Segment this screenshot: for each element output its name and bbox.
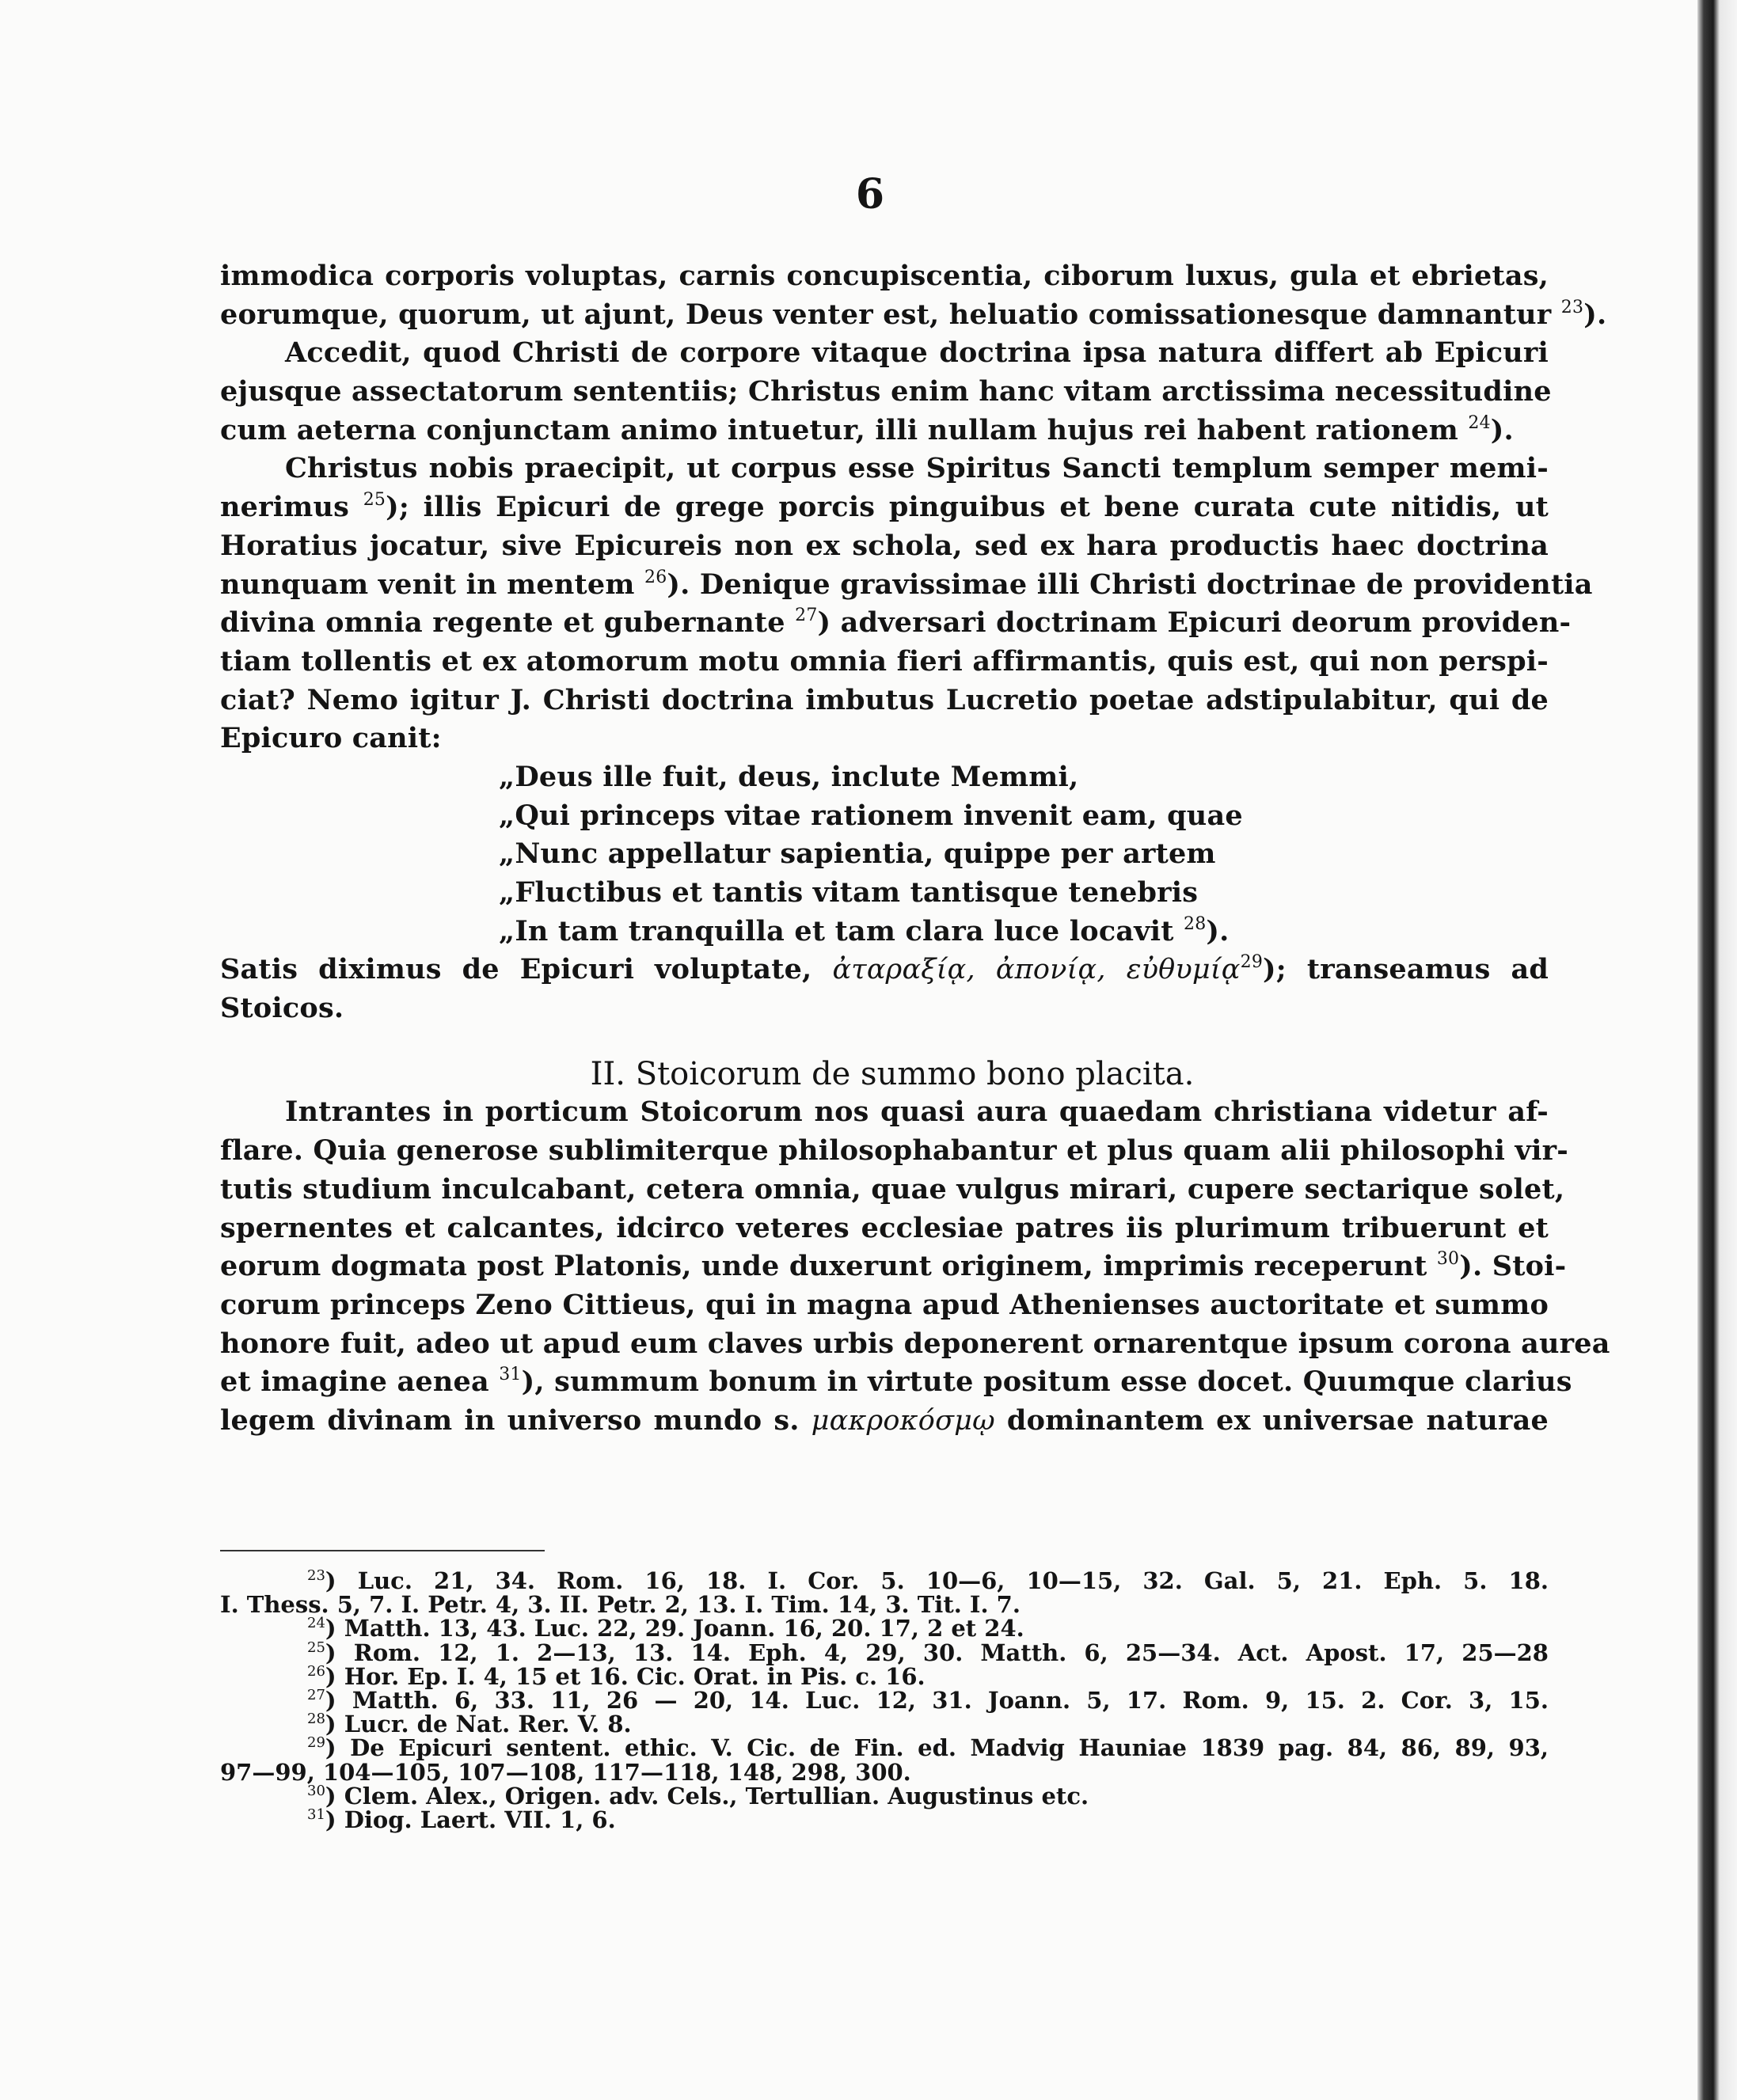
greek-term: ἀπονίᾳ,	[995, 954, 1106, 986]
text-line: Epicuro canit:	[220, 722, 442, 755]
footnote-ref: 31	[499, 1365, 522, 1385]
verse-line: „In tam tranquilla et tam clara luce locavit $^{28}$).	[499, 913, 1230, 947]
verse-line: „Qui princeps vitae rationem invenit eam, quae	[499, 799, 1243, 832]
footnote-ref: 28	[1184, 913, 1207, 934]
footnote-number: 23	[307, 1567, 325, 1584]
text-line: cum aeterna conjunctam animo intuetur, illi nullam hujus rei habent rationem $^{24}$).	[220, 412, 1514, 446]
footnote-ref: 30	[1436, 1249, 1460, 1270]
text-line: tiam tollentis et ex atomorum motu omnia fieri affirmantis, quis est, qui non perspi-	[220, 644, 1549, 678]
footnote-line: $^{27}$) Matth. 6, 33. 11, 26 — 20, 14. Luc. 12, 31. Joann. 5, 17. Rom. 9, 15. 2. Cor. 3, 15.	[307, 1686, 1549, 1714]
footnote-line: $^{29}$) De Epicuri sentent. ethic. V. Cic. de Fin. ed. Madvig Hauniae 1839 pag. 84, 86, 89, 93,	[307, 1734, 1549, 1762]
text-line: flare. Quia generose sublimiterque philosophabantur et plus quam alii philosophi vir-	[220, 1134, 1568, 1168]
text-line: divina omnia regente et gubernante $^{27}$) adversari doctrinam Epicuri deorum providen-	[220, 606, 1572, 640]
footnote-number: 27	[307, 1686, 325, 1703]
footnote-line: $^{31}$) Diog. Laert. VII. 1, 6.	[307, 1806, 616, 1833]
footnote-number: 28	[307, 1711, 325, 1728]
footnote-line: $^{25}$) Rom. 12, 1. 2—13, 13. 14. Eph. 4, 29, 30. Matth. 6, 25—34. Act. Apost. 17, 25—28	[307, 1639, 1549, 1666]
footnote-line: $^{24}$) Matth. 13, 43. Luc. 22, 29. Joann. 16, 20. 17, 2 et 24.	[307, 1615, 1024, 1642]
text-line: eorumque, quorum, ut ajunt, Deus venter est, heluatio comissationesque damnantur $^{23}$).	[220, 297, 1607, 331]
footnote-line: $^{23}$) Luc. 21, 34. Rom. 16, 18. I. Cor. 5. 10—6, 10—15, 32. Gal. 5, 21. Eph. 5. 18.	[307, 1567, 1549, 1594]
text-line: ejusque assectatorum sententiis; Christus enim hanc vitam arctissima necessitudine	[220, 375, 1552, 408]
text-line: nunquam venit in mentem $^{26}$). Denique gravissimae illi Christi doctrinae de providentia	[220, 567, 1593, 601]
footnote-line: 97—99, 104—105, 107—108, 117—118, 148, 298, 300.	[220, 1758, 911, 1786]
text-line: nerimus $^{25}$); illis Epicuri de grege porcis pinguibus et bene curata cute nitidis, ut	[220, 490, 1549, 524]
footnote-number: 29	[307, 1734, 325, 1752]
greek-term: μακροκόσμῳ	[811, 1404, 995, 1437]
text-line: legem divinam in universo mundo s. μακροκόσμῳ dominantem ex universae naturae	[220, 1403, 1549, 1437]
text-line: Christus nobis praecipit, ut corpus esse Spiritus Sancti templum semper memi-	[285, 452, 1549, 485]
epicurus-paragraphs	[220, 257, 1607, 758]
text-line: Accedit, quod Christi de corpore vitaque doctrina ipsa natura differt ab Epicuri	[285, 336, 1549, 370]
footnote-ref: 25	[363, 490, 386, 511]
text-line: tutis studium inculcabant, cetera omnia, quae vulgus mirari, cupere sectarique solet,	[220, 1172, 1565, 1206]
text-line: eorum dogmata post Platonis, unde duxerunt originem, imprimis receperunt $^{30}$). Stoi-	[220, 1249, 1567, 1283]
verse-line: „Fluctibus et tantis vitam tantisque tenebris	[499, 876, 1199, 909]
greek-term: εὐθυμίᾳ	[1126, 954, 1241, 986]
text-line: Horatius jocatur, sive Epicureis non ex schola, sed ex hara productis haec doctrina	[220, 529, 1549, 562]
section-heading: II. Stoicorum de summo bono placita.	[590, 1055, 1195, 1092]
footnote-ref: 26	[644, 567, 667, 587]
text-line: Stoicos.	[220, 992, 344, 1025]
footnote-number: 24	[307, 1615, 325, 1632]
footnote-number: 31	[307, 1806, 325, 1823]
footnote-line: $^{26}$) Hor. Ep. I. 4, 15 et 16. Cic. Orat. in Pis. c. 16.	[307, 1662, 926, 1690]
text-line: et imagine aenea $^{31}$), summum bonum in virtute positum esse docet. Quumque clarius	[220, 1365, 1572, 1399]
footnote-ref: 24	[1468, 412, 1491, 433]
footnote-number: 26	[307, 1662, 325, 1680]
stoics-paragraph	[220, 1093, 1610, 1402]
footnote-separator	[220, 1550, 545, 1551]
footnote-number: 25	[307, 1639, 325, 1656]
main-text	[220, 257, 1610, 1441]
footnote-ref: 23	[1560, 297, 1584, 317]
greek-term: ἀταραξίᾳ,	[832, 954, 975, 986]
footnote-line: $^{30}$) Clem. Alex., Origen. adv. Cels., Tertullian. Augustinus etc.	[307, 1782, 1089, 1809]
verse-line: „Deus ille fuit, deus, inclute Memmi,	[499, 760, 1079, 793]
page-number: 6	[855, 170, 885, 218]
footnote-line: $^{28}$) Lucr. de Nat. Rer. V. 8.	[307, 1711, 632, 1738]
footnote-number: 30	[307, 1782, 325, 1799]
verse-line: „Nunc appellatur sapientia, quippe per artem	[499, 837, 1216, 871]
text-line: spernentes et calcantes, idcirco veteres ecclesiae patres iis plurimum tribuerunt et	[220, 1211, 1549, 1244]
footnote-ref: 29	[1240, 952, 1264, 973]
page-gutter-shadow	[1697, 0, 1737, 2100]
text-line: immodica corporis voluptas, carnis concupiscentia, ciborum luxus, gula et ebrietas,	[220, 260, 1549, 292]
text-line: ciat? Nemo igitur J. Christi doctrina imbutus Lucretio poetae adstipulabitur, qui de	[220, 683, 1549, 716]
text-line: honore fuit, adeo ut apud eum claves urbis deponerent ornarentque ipsum corona aurea	[220, 1327, 1610, 1360]
text-line: Satis diximus de Epicuri voluptate, ἀταραξίᾳ, ἀπονίᾳ, εὐθυμίᾳ$^{29}$); transeamus ad	[220, 952, 1549, 986]
footnote-ref: 27	[795, 606, 818, 626]
text-line: corum princeps Zeno Cittieus, qui in magna apud Athenienses auctoritate et summo	[220, 1288, 1549, 1321]
text-line: Intrantes in porticum Stoicorum nos quasi aura quaedam christiana videtur af-	[285, 1096, 1549, 1129]
lucretius-verse	[220, 758, 1549, 951]
footnotes	[220, 1569, 1549, 1832]
footnote-line: I. Thess. 5, 7. I. Petr. 4, 3. II. Petr. 2, 13. I. Tim. 14, 3. Tit. I. 7.	[220, 1591, 1021, 1619]
